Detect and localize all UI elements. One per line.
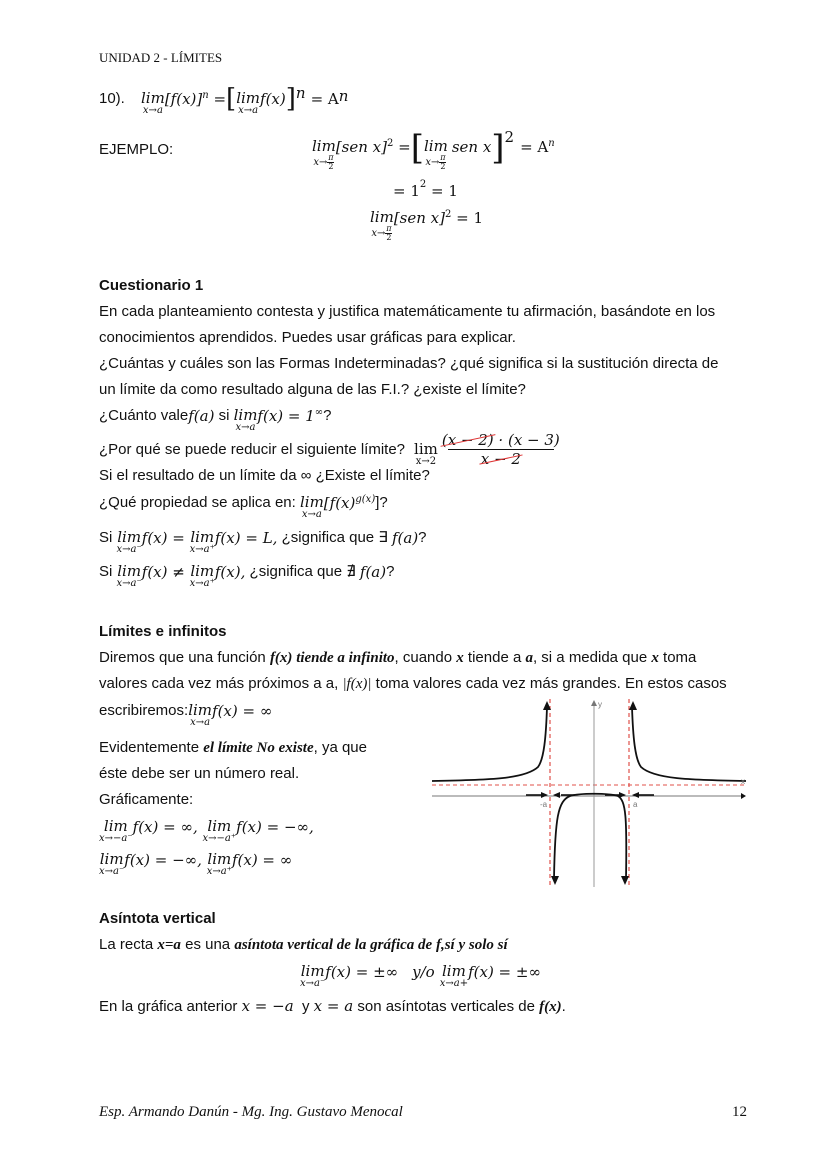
intro-line-1: En cada planteamiento contesta y justifica matemáticamente tu afirmación, basándote en los (99, 303, 716, 320)
question-7: Si lim x→a⁻ f(x) ≠ lim x→a⁺ f(x), ¿significa que ∄ f(a) ? (99, 562, 395, 589)
x-axis-label: x (741, 777, 745, 786)
neg-a-label: -a (540, 800, 548, 809)
y-axis-label: y (598, 700, 602, 709)
footer-authors: Esp. Armando Danún - Mg. Ing. Gustavo Menocal (99, 1104, 403, 1120)
question-4: Si el resultado de un límite da ∞ ¿Existe el límite? (99, 467, 430, 484)
paragraph-line-1: Diremos que una función f(x) tiende a infinito, cuando x tiende a a, si a medida que x toma (99, 649, 697, 666)
intro-line-2: conocimientos aprendidos. Puedes usar gráficas para explicar. (99, 329, 516, 346)
paragraph-line-6: Gráficamente: (99, 791, 194, 808)
formula-left: $[f(x)]^n$ = (164, 90, 227, 108)
a-label: a (633, 800, 638, 809)
question-1-line-2: un límite da como resultado alguna de las F.I.? ¿existe el límite? (99, 381, 526, 398)
graph-limits-line-1: lim x→−a⁻ f(x) = ∞, lim x→−a⁺ f(x) = −∞, (99, 817, 314, 844)
page-number: 12 (732, 1104, 747, 1120)
graph-svg (430, 697, 750, 889)
asintota-definition: La recta x=a es una asíntota vertical de la gráfica de f,sí y solo sí (99, 936, 508, 953)
cancelled-factor: (x − 2) (441, 431, 494, 449)
graph-limits-line-2: lim x→a⁻ f(x) = −∞, lim x→a⁺ f(x) = ∞ (99, 850, 293, 877)
question-3: ¿Por qué se puede reducir el siguiente límite? lim x→2 $\frac{(x - 2) \cdot (x - 3)}{x - 2}$ (99, 431, 560, 468)
curve-right-branch (632, 707, 746, 781)
asintota-conclusion: En la gráfica anterior x = −a y x = a son asíntotas verticales de f(x). (99, 997, 566, 1015)
section-title-limites-infinitos: Límites e infinitos (99, 623, 227, 640)
lim-operator: lim x→a (141, 89, 165, 116)
paragraph-line-3: escribiremos: lim x→a f(x) = ∞ (99, 701, 273, 728)
question-2: ¿Cuánto vale f(a) si lim x→a f(x) = 1∞ ? (99, 406, 332, 433)
example-line-2: = $1^2 = 1$ (393, 179, 458, 200)
paragraph-line-2: valores cada vez más próximos a a, |f(x)| toma valores cada vez más grandes. En estos casos (99, 675, 727, 692)
section-title-asintota: Asíntota vertical (99, 910, 216, 927)
example-line-1: lim x→ $\frac{\pi}{2}$ [sen x]$^2$ = [ lim x→ $\frac{\pi}{2}$ sen x ] $^2$ = $A^n$ (312, 128, 555, 171)
question-6: Si lim x→a⁻ f(x) = lim x→a⁺ f(x) = L, ¿significa que ∃ f(a) ? (99, 528, 427, 555)
asymptote-graph (430, 697, 750, 889)
cancelled-factor: x − 2 (480, 450, 521, 468)
paragraph-line-5: éste debe ser un número real. (99, 765, 300, 782)
property-number: 10). (99, 90, 125, 107)
lim-operator: lim x→a (236, 89, 261, 116)
property-10: 10). lim x→a $[f(x)]^n$ = [ lim x→a f(x) ] $^n$ = $A^n$ (99, 84, 349, 116)
curve-left-branch (432, 707, 547, 781)
paragraph-line-4: Evidentemente el límite No existe, ya que (99, 739, 367, 756)
example-label: EJEMPLO: (99, 141, 174, 158)
question-1-line-1: ¿Cuántas y cuáles son las Formas Indeterminadas? ¿qué significa si la sustitución directa de (99, 355, 719, 372)
formula-result: = $A^n$ (310, 87, 349, 108)
asintota-formula: lim x→a⁻ f(x) = ±∞ y/o lim x→a+ f(x) = ±∞ (300, 962, 541, 989)
curve-middle-branch (554, 794, 626, 879)
unit-header: UNIDAD 2 - LÍMITES (99, 50, 223, 65)
section-title-cuestionario: Cuestionario 1 (99, 277, 204, 294)
example-line-3: lim x→ $\frac{\pi}{2}$ [sen x]$^2$ = 1 (370, 208, 484, 242)
question-5: ¿Qué propiedad se aplica en: lim x→a [$f(x)^{g(x)}$ ]? (99, 493, 388, 520)
